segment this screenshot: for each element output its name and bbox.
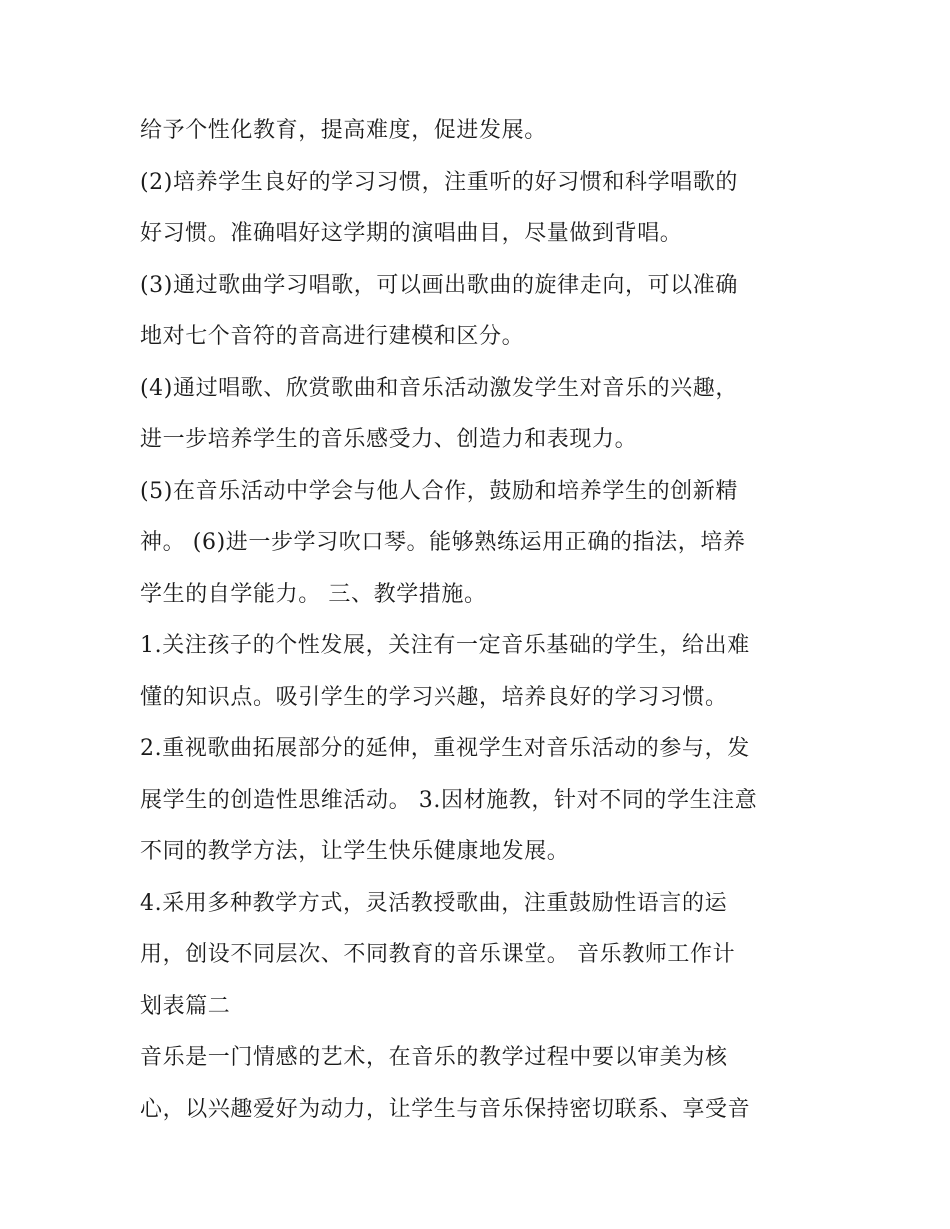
text-line: 好习惯。准确唱好这学期的演唱曲目，尽量做到背唱。 — [140, 221, 683, 246]
text-line: 给予个性化教育，提高难度，促进发展。 — [140, 118, 547, 143]
text-line: 划表篇二 — [140, 993, 231, 1019]
text-line: (4)通过唱歌、欣赏歌曲和音乐活动激发学生对音乐的兴趣， — [140, 375, 738, 401]
text-line: (2)培养学生良好的学习习惯，注重听的好习惯和科学唱歌的 — [140, 169, 738, 195]
text-line: (5)在音乐活动中学会与他人合作，鼓励和培养学生的创新精 — [140, 478, 738, 504]
text-line: 音乐是一门情感的艺术，在音乐的教学过程中要以审美为核 — [140, 1045, 728, 1070]
text-line: 进一步培养学生的音乐感受力、创造力和表现力。 — [140, 427, 638, 452]
text-line: 学生的自学能力。 三、教学措施。 — [140, 581, 487, 607]
text-line: 地对七个音符的音高进行建模和区分。 — [140, 324, 525, 349]
text-line: 2.重视歌曲拓展部分的延伸，重视学生对音乐活动的参与，发 — [140, 736, 750, 761]
text-line: 不同的教学方法，让学生快乐健康地发展。 — [140, 839, 570, 864]
document-body — [140, 105, 830, 1135]
text-line: 1.关注孩子的个性发展，关注有一定音乐基础的学生，给出难 — [140, 633, 750, 658]
text-line: 心，以兴趣爱好为动力，让学生与音乐保持密切联系、享受音 — [140, 1096, 751, 1122]
text-line: 用，创设不同层次、不同教育的音乐课堂。 音乐教师工作计 — [140, 942, 736, 967]
text-line: 展学生的创造性思维活动。 3.因材施教，针对不同的学生注意 — [140, 787, 758, 813]
text-line: 神。 (6)进一步学习吹口琴。能够熟练运用正确的指法，培养 — [140, 530, 746, 555]
text-line: 4.采用多种教学方式，灵活教授歌曲，注重鼓励性语言的运 — [140, 890, 728, 916]
text-line: 懂的知识点。吸引学生的学习兴趣，培养良好的学习习惯。 — [140, 684, 728, 710]
text-line: (3)通过歌曲学习唱歌，可以画出歌曲的旋律走向，可以准确 — [140, 272, 738, 298]
